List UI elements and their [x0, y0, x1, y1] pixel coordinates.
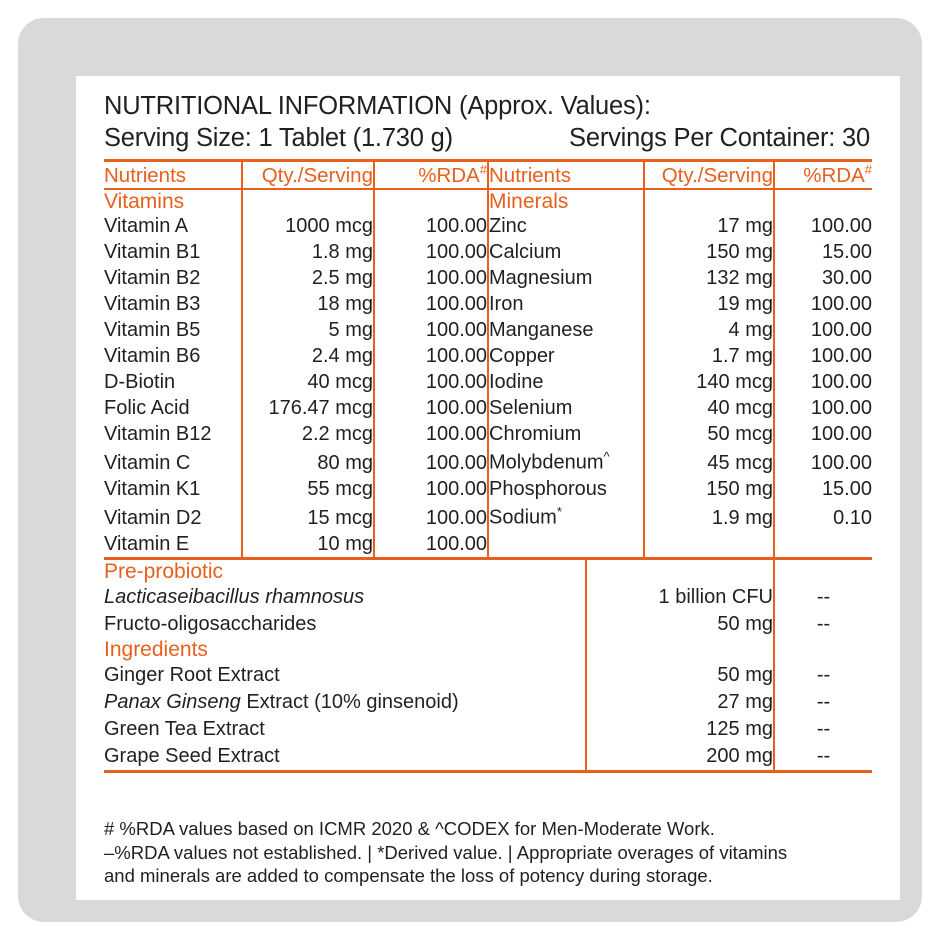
spacer [644, 190, 774, 214]
col-header-nutrients-left: Nutrients [104, 162, 242, 188]
col-header-qty-left: Qty./Serving [242, 162, 374, 188]
nutrient-name: Vitamin C [104, 448, 242, 477]
lower-table [104, 560, 872, 770]
item-qty: 1 billion CFU [586, 584, 774, 611]
spacer [586, 560, 774, 584]
nutrient-qty: 1.7 mg [644, 344, 774, 370]
nutrient-name: Molybdenum^ [488, 448, 644, 477]
nutrition-facts-card [76, 76, 900, 900]
nutrient-name: Phosphorous [488, 476, 644, 502]
nutrient-qty: 1.8 mg [242, 240, 374, 266]
table-row [104, 531, 872, 557]
nutrient-qty: 80 mg [242, 448, 374, 477]
nutrient-qty: 18 mg [242, 292, 374, 318]
nutrient-qty: 10 mg [242, 531, 374, 557]
nutrient-rda: 100.00 [374, 292, 488, 318]
nutrient-rda: 100.00 [374, 396, 488, 422]
group-header-minerals: Minerals [488, 190, 644, 214]
label-panel [18, 18, 922, 922]
nutrient-qty: 150 mg [644, 476, 774, 502]
nutrient-qty: 140 mcg [644, 370, 774, 396]
nutrient-qty: 45 mcg [644, 448, 774, 477]
spacer [488, 689, 586, 716]
nutrient-name: Manganese [488, 318, 644, 344]
nutrient-rda: 100.00 [810, 371, 872, 394]
nutrient-rda: 100.00 [374, 422, 488, 448]
nutrient-name: Vitamin E [104, 531, 242, 557]
nutrient-name: Iodine [488, 370, 644, 396]
item-name [104, 584, 488, 611]
nutrient-name [488, 531, 644, 557]
divider-bottom [104, 770, 872, 773]
table-row [104, 502, 872, 531]
italic-text: Lacticaseibacillus rhamnosus [104, 586, 365, 609]
nutrient-rda: 100.00 [810, 215, 872, 238]
nutrient-name: Selenium [488, 396, 644, 422]
item-name: Grape Seed Extract [104, 745, 280, 768]
nutrient-name: Vitamin K1 [104, 476, 242, 502]
item-rda: -- [816, 691, 831, 714]
item-rda: -- [816, 745, 831, 768]
spacer [488, 560, 586, 584]
nutrient-qty: 50 mcg [644, 422, 774, 448]
item-name: Green Tea Extract [104, 718, 265, 741]
table-row [104, 448, 872, 477]
nutrient-rda: 100.00 [810, 293, 872, 316]
nutrient-name: Vitamin B2 [104, 266, 242, 292]
col-header-nutrients-right: Nutrients [488, 162, 644, 188]
table-row [104, 292, 872, 318]
nutrient-qty: 1.9 mg [644, 502, 774, 531]
table-row [104, 584, 872, 611]
nutrient-rda: 30.00 [821, 267, 872, 290]
nutrient-rda: 100.00 [374, 240, 488, 266]
table-row [104, 396, 872, 422]
nutrient-rda: 100.00 [810, 451, 872, 474]
item-rda: -- [816, 613, 831, 636]
table-row [104, 662, 872, 689]
nutrient-qty: 1000 mcg [242, 214, 374, 240]
serving-info [104, 124, 872, 153]
spacer [488, 584, 586, 611]
nutrient-name: Vitamin B1 [104, 240, 242, 266]
table-row [104, 240, 872, 266]
spacer [488, 638, 586, 662]
nutrient-rda: 100.00 [810, 319, 872, 342]
nutrient-rda: 100.00 [810, 345, 872, 368]
footnote-line-3: and minerals are added to compensate the loss of potency during storage. [104, 865, 713, 887]
nutrient-name: Calcium [488, 240, 644, 266]
group-header-vitamins: Vitamins [104, 190, 242, 214]
nutrient-qty: 15 mcg [242, 502, 374, 531]
nutrient-qty [644, 531, 774, 557]
nutrient-rda: 100.00 [374, 214, 488, 240]
nutrient-rda: 100.00 [374, 318, 488, 344]
footnotes [104, 817, 884, 888]
nutrient-name: Copper [488, 344, 644, 370]
serving-size: Serving Size: 1 Tablet (1.730 g) [104, 124, 453, 152]
spacer [488, 743, 586, 770]
nutrient-qty: 40 mcg [242, 370, 374, 396]
nutrient-name: Zinc [488, 214, 644, 240]
table-row [104, 214, 872, 240]
rda-footnote-marker-left: # [479, 162, 487, 177]
group-header-pre-probiotic: Pre-probiotic [104, 560, 224, 584]
spacer [488, 611, 586, 638]
nutrient-qty: 5 mg [242, 318, 374, 344]
nutrient-rda [774, 531, 872, 557]
nutrient-rda: 100.00 [374, 448, 488, 477]
nutrient-qty: 4 mg [644, 318, 774, 344]
nutrient-qty: 2.4 mg [242, 344, 374, 370]
spacer [488, 662, 586, 689]
nutrient-qty: 2.2 mcg [242, 422, 374, 448]
item-rda: -- [816, 664, 831, 687]
col-header-qty-right: Qty./Serving [644, 162, 774, 188]
nutrient-qty: 19 mg [644, 292, 774, 318]
nutrient-name: Chromium [488, 422, 644, 448]
footnote-marker: * [556, 503, 562, 519]
group-header-row [104, 638, 872, 662]
nutrient-qty: 150 mg [644, 240, 774, 266]
item-rda: -- [816, 586, 831, 609]
nutrient-qty: 132 mg [644, 266, 774, 292]
item-qty: 50 mg [586, 611, 774, 638]
nutrient-name: Vitamin D2 [104, 502, 242, 531]
col-header-rda-left: %RDA# [374, 162, 488, 188]
nutrient-name: Iron [488, 292, 644, 318]
nutrient-qty: 2.5 mg [242, 266, 374, 292]
nutrition-content [104, 92, 872, 773]
item-name: Ginger Root Extract [104, 664, 280, 687]
table-row [104, 370, 872, 396]
table-row [104, 611, 872, 638]
spacer [774, 190, 872, 214]
nutrients-table [104, 162, 872, 188]
nutrient-name: Vitamin B5 [104, 318, 242, 344]
nutrient-rda: 100.00 [374, 531, 488, 557]
table-row [104, 318, 872, 344]
spacer [774, 560, 872, 584]
item-qty: 200 mg [586, 743, 774, 770]
servings-per-container: Servings Per Container: 30 [569, 124, 870, 152]
page-title: NUTRITIONAL INFORMATION (Approx. Values): [104, 92, 651, 120]
table-row [104, 716, 872, 743]
rda-footnote-marker-right: # [864, 162, 872, 177]
spacer [374, 190, 488, 214]
item-name: Fructo-oligosaccharides [104, 613, 317, 636]
nutrients-body-table [104, 190, 872, 557]
italic-text: Panax Ginseng [104, 691, 241, 714]
nutrient-rda: 100.00 [374, 266, 488, 292]
nutrient-qty: 17 mg [644, 214, 774, 240]
item-qty: 50 mg [586, 662, 774, 689]
table-row [104, 422, 872, 448]
nutrient-rda: 100.00 [810, 423, 872, 446]
nutrient-rda: 0.10 [833, 506, 872, 529]
group-header-row [104, 560, 872, 584]
nutrient-rda: 100.00 [374, 370, 488, 396]
nutrient-qty: 176.47 mcg [242, 396, 374, 422]
nutrient-name: D-Biotin [104, 370, 242, 396]
nutrient-name: Vitamin A [104, 214, 242, 240]
nutrient-qty: 55 mcg [242, 476, 374, 502]
table-row [104, 344, 872, 370]
group-header-ingredients: Ingredients [104, 638, 208, 662]
group-header-row [104, 190, 872, 214]
spacer [242, 190, 374, 214]
spacer [774, 638, 872, 662]
nutrient-rda: 100.00 [374, 502, 488, 531]
col-header-rda-right: %RDA# [803, 162, 872, 187]
item-qty: 125 mg [586, 716, 774, 743]
spacer [586, 638, 774, 662]
item-rda: -- [816, 718, 831, 741]
spacer [488, 716, 586, 743]
nutrient-name: Folic Acid [104, 396, 242, 422]
nutrient-qty: 40 mcg [644, 396, 774, 422]
nutrient-name: Vitamin B6 [104, 344, 242, 370]
table-row [104, 476, 872, 502]
nutrient-rda: 15.00 [821, 241, 872, 264]
nutrient-rda: 100.00 [810, 397, 872, 420]
nutrient-rda: 100.00 [374, 476, 488, 502]
table-row [104, 689, 872, 716]
nutrient-rda: 15.00 [821, 477, 872, 500]
nutrient-name: Vitamin B12 [104, 422, 242, 448]
footnote-line-1: # %RDA values based on ICMR 2020 & ^CODEX for Men-Moderate Work. [104, 817, 715, 839]
footnote-line-2: –%RDA values not established. | *Derived value. | Appropriate overages of vitamins [104, 841, 788, 863]
nutrient-name: Sodium* [488, 502, 644, 531]
table-row [104, 743, 872, 770]
item-name: Panax Ginseng Extract (10% ginsenoid) [104, 691, 459, 714]
nutrient-name: Vitamin B3 [104, 292, 242, 318]
footnote-marker: ^ [603, 449, 610, 465]
table-header-row [104, 162, 872, 188]
nutrient-name: Magnesium [488, 266, 644, 292]
nutrient-rda: 100.00 [374, 344, 488, 370]
table-row [104, 266, 872, 292]
item-qty: 27 mg [586, 689, 774, 716]
